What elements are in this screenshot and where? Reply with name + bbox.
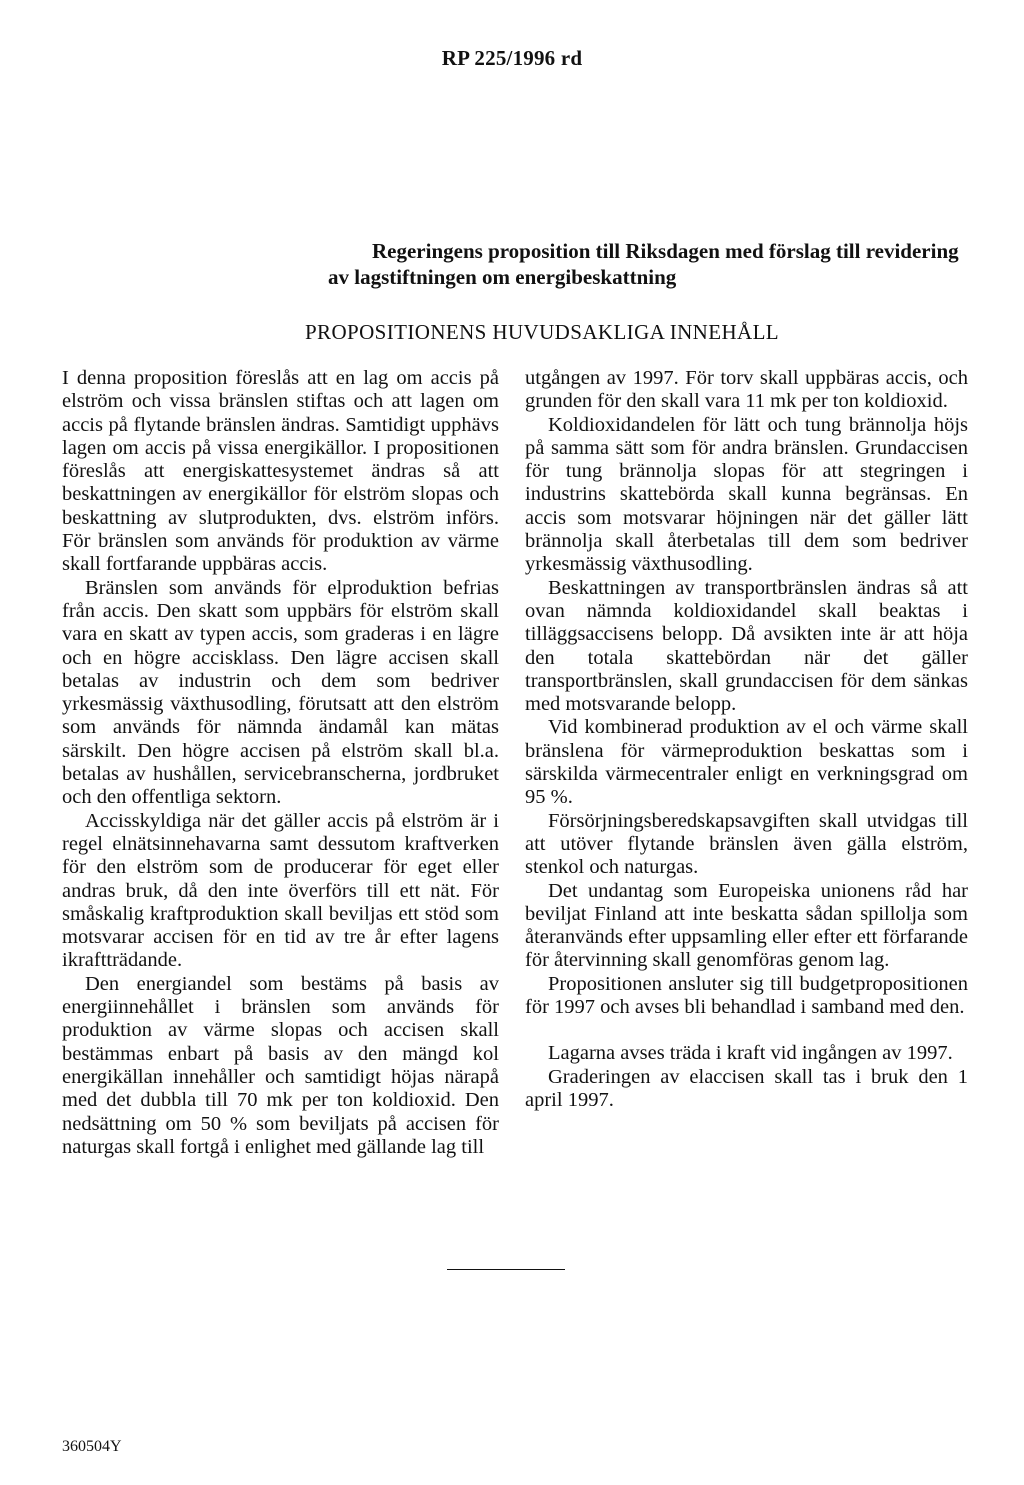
paragraph: Beskattningen av transportbränslen ändras så att ovan nämnda koldioxidandel skall beaktas i tilläggsaccisens belopp. Då avsikten inte är att höja den totala skattebördan när det gäller transportbränslen, skall grundaccisen för dem sänkas med motsvarande belopp. [525,576,968,716]
paragraph: Bränslen som används för elproduktion befrias från accis. Den skatt som uppbärs för elström skall vara en skatt av typen accis, som graderas i en lägre och en högre accisklass. Den lägre accisen skall betalas av industrin och dem som bedriver yrkesmässig växthusodling, förutsatt att den elström som används för nämnda ändamål kan mätas särskilt. Den högre accisen på elström skall bl.a. betalas av hushållen, servicebranscherna, jordbruket och den offentliga sektorn. [62,576,499,809]
footer-code: 360504Y [62,1438,122,1455]
paragraph: Graderingen av elaccisen skall tas i bruk den 1 april 1997. [525,1065,968,1111]
paragraph: I denna proposition föreslås att en lag om accis på elström och vissa bränslen stiftas och att lagen om accis på flytande bränslen ändras. Samtidigt upphävs lagen om accis på vissa energikällor. I propositionen föreslås att energiskattesystemet ändras så att beskattningen av energikällor för elström slopas och beskattning av slutprodukten, dvs. elström införs. För bränslen som används för produktion av värme skall fortfarande uppbäras accis. [62,367,499,576]
paragraph: Lagarna avses träda i kraft vid ingången av 1997. [548,1042,953,1065]
right-column [525,367,968,1112]
paragraph: Försörjningsberedskapsavgiften skall utvidgas till att utöver flytande bränslen även gälla elström, stenkol och naturgas. [525,809,968,879]
paragraph: Koldioxidandelen för lätt och tung brännolja höjs på samma sätt som för andra bränslen. Grundaccisen för tung brännolja slopas för att stegringen i industrins skattebörda skall kunna begränsas. En accis som motsvarar höjningen när det gäller lätt brännolja skall återbetalas till dem som bedriver yrkesmässig växthusodling. [525,413,968,576]
paragraph: Vid kombinerad produktion av el och värme skall bränslena för värmeproduktion beskattas som i särskilda värmecentraler enligt en verkningsgrad om 95 %. [525,716,968,809]
paragraph: utgången av 1997. För torv skall uppbäras accis, och grunden för den skall vara 11 mk per ton koldioxid. [525,367,968,413]
section-heading: PROPOSITIONENS HUVUDSAKLIGA INNEHÅLL [304,320,780,344]
paragraph: Det undantag som Europeiska unionens råd har beviljat Finland att inte beskatta sådan spillolja som återanvänds efter uppsamling eller efter ett förfarande för återvinning skall genomföras genom lag. [525,879,968,972]
paragraph: Propositionen ansluter sig till budgetpropositionen för 1997 och avses bli behandlad i samband med den. [525,972,968,1019]
left-column [62,367,499,1159]
paragraph: Accisskyldiga när det gäller accis på elström är i regel elnätsinnehavarna samt dessutom kraftverken för den elström som de producerar för eget eller andras bruk, då den inte överförs till ett nät. För småskalig kraftproduktion skall beviljas ett stöd som motsvarar accisen för en tid av tre år efter lagens ikraftträdande. [62,809,499,972]
document-title: Regeringens proposition till Riksdagen med förslag till revidering av lagstiftningen om energibeskattning [328,239,959,289]
paragraph: Den energiandel som bestäms på basis av energiinnehållet i bränslen som används för produktion av värme slopas och accisen skall bestämmas enbart på basis av den mängd kol energikällan innehåller och samtidigt höjas närapå med det dubbla till 70 mk per ton koldioxid. Den nedsättning om 50 % som beviljats på accisen för naturgas skall fortgå i enlighet med gällande lag till [62,972,499,1158]
document-reference: RP 225/1996 rd [441,46,583,70]
section-divider [447,1269,565,1270]
